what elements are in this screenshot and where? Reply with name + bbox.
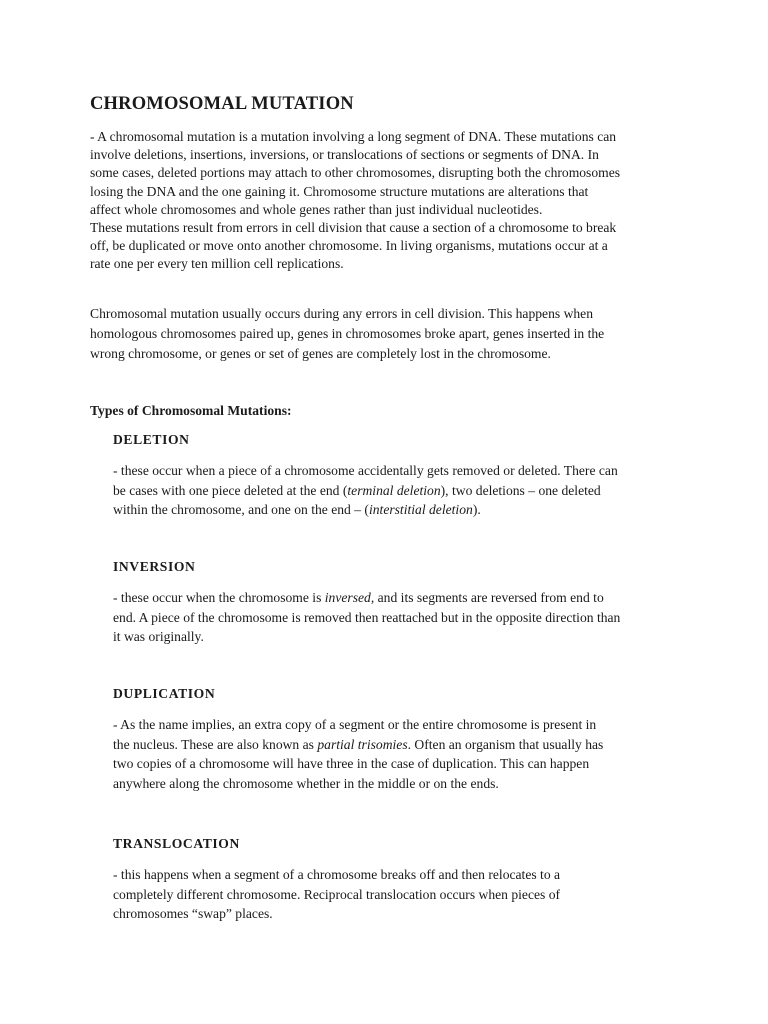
cause-paragraph bbox=[90, 304, 690, 364]
inversed-term: inversed bbox=[324, 590, 371, 605]
inversion-line bbox=[113, 588, 713, 608]
translocation-line: - this happens when a segment of a chromosome breaks off and then relocates to a bbox=[113, 867, 561, 882]
deletion-line bbox=[113, 500, 713, 520]
intro-line: some cases, deleted portions may attach to other chromosomes, disrupting both the chromosomes bbox=[90, 165, 621, 181]
inversion-line: it was originally. bbox=[113, 629, 204, 645]
translocation-paragraph bbox=[113, 865, 713, 924]
terminal-deletion-term: terminal deletion bbox=[347, 482, 441, 498]
cause-line: Chromosomal mutation usually occurs during any errors in cell division. This happens when bbox=[90, 306, 594, 321]
types-heading: Types of Chromosomal Mutations: bbox=[90, 403, 292, 418]
duplication-line: anywhere along the chromosome whether in the middle or on the ends. bbox=[113, 776, 499, 792]
intro-line: affect whole chromosomes and whole genes rather than just individual nucleotides. bbox=[90, 201, 543, 217]
duplication-text: the nucleus. These are also known as bbox=[113, 736, 318, 752]
inversion-text: - these occur when the chromosome is bbox=[113, 590, 325, 605]
duplication-text: . Often an organism that usually has bbox=[407, 736, 604, 752]
deletion-text: be cases with one piece deleted at the end ( bbox=[113, 482, 348, 498]
intro-paragraph bbox=[90, 128, 690, 274]
intro-line: These mutations result from errors in cell division that cause a section of a chromosome to break bbox=[90, 220, 617, 236]
cause-line: homologous chromosomes paired up, genes in chromosomes broke apart, genes inserted in the bbox=[90, 326, 605, 341]
deletion-line bbox=[113, 481, 713, 501]
inversion-heading: INVERSION bbox=[113, 559, 196, 574]
intro-line: - A chromosomal mutation is a mutation involving a long segment of DNA. These mutations can bbox=[90, 129, 617, 144]
intro-line: off, be duplicated or move onto another chromosome. In living organisms, mutations occur at a bbox=[90, 238, 608, 254]
cause-line: wrong chromosome, or genes or set of genes are completely lost in the chromosome. bbox=[90, 346, 551, 361]
duplication-line: two copies of a chromosome will have three in the case of duplication. This can happen bbox=[113, 756, 590, 772]
deletion-text: within the chromosome, and one on the end – ( bbox=[113, 502, 369, 518]
deletion-text: ). bbox=[472, 502, 481, 518]
duplication-line: - As the name implies, an extra copy of a segment or the entire chromosome is present in bbox=[113, 717, 597, 732]
duplication-paragraph bbox=[113, 715, 713, 794]
partial-trisomies-term: partial trisomies bbox=[317, 736, 408, 752]
deletion-paragraph bbox=[113, 461, 713, 520]
deletion-text: ), two deletions – one deleted bbox=[440, 482, 601, 498]
interstitial-deletion-term: interstitial deletion bbox=[368, 502, 473, 518]
duplication-heading: DUPLICATION bbox=[113, 686, 216, 701]
translocation-line: completely different chromosome. Reciprocal translocation occurs when pieces of bbox=[113, 886, 561, 902]
inversion-paragraph bbox=[113, 588, 713, 647]
deletion-heading: DELETION bbox=[113, 432, 190, 447]
translocation-line: chromosomes “swap” places. bbox=[113, 906, 273, 922]
inversion-line: end. A piece of the chromosome is removed then reattached but in the opposite direction than bbox=[113, 609, 621, 625]
intro-line: rate one per every ten million cell replications. bbox=[90, 256, 344, 272]
translocation-heading: TRANSLOCATION bbox=[113, 836, 240, 851]
inversion-text: , and its segments are reversed from end to bbox=[370, 590, 604, 605]
document-title: CHROMOSOMAL MUTATION bbox=[90, 94, 354, 114]
intro-line: losing the DNA and the one gaining it. Chromosome structure mutations are alterations that bbox=[90, 183, 589, 199]
deletion-line: - these occur when a piece of a chromosome accidentally gets removed or deleted. There can bbox=[113, 463, 618, 478]
duplication-line bbox=[113, 735, 713, 755]
intro-line: involve deletions, insertions, inversions, or translocations of sections or segments of DNA. In bbox=[90, 147, 599, 163]
